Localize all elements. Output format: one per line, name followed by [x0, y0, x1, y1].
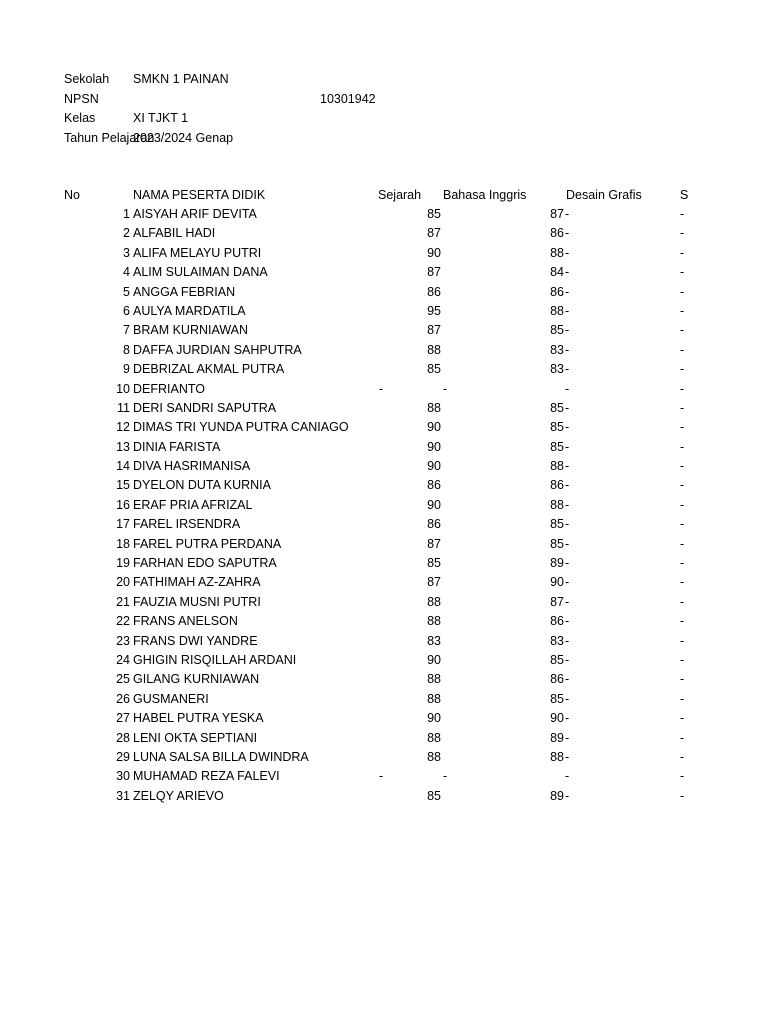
row-no: 6: [123, 303, 130, 318]
student-name: HABEL PUTRA YESKA: [133, 711, 264, 726]
bahasa-inggris-value: 88: [550, 245, 564, 260]
desain-grafis-value: -: [565, 594, 570, 609]
bahasa-inggris-value: 84: [550, 265, 564, 280]
s-value: -: [680, 459, 685, 474]
s-value: -: [680, 207, 685, 221]
s-value: -: [680, 342, 685, 357]
row-no: 20: [116, 575, 130, 590]
s-value: -: [680, 381, 685, 396]
sejarah-value: 88: [427, 672, 441, 687]
student-name: DEBRIZAL AKMAL PUTRA: [133, 362, 285, 377]
desain-grafis-value: -: [565, 323, 570, 338]
desain-grafis-value: -: [565, 691, 570, 706]
table-row: [0, 691, 768, 710]
row-no: 14: [116, 459, 130, 474]
student-name: ALIFA MELAYU PUTRI: [133, 245, 262, 260]
sekolah-value: SMKN 1 PAINAN: [133, 72, 229, 86]
student-name: DINIA FARISTA: [133, 439, 221, 454]
header-sejarah: Sejarah: [378, 188, 422, 202]
table-row: [0, 400, 768, 419]
s-value: -: [680, 439, 685, 454]
table-row: [0, 516, 768, 535]
table-row: [0, 342, 768, 361]
table-row: [0, 652, 768, 671]
row-no: 12: [116, 420, 130, 435]
s-value: -: [680, 323, 685, 338]
row-no: 13: [116, 439, 130, 454]
sejarah-value: 85: [427, 362, 441, 377]
row-no: 5: [123, 284, 130, 299]
desain-grafis-value: -: [565, 439, 570, 454]
bahasa-inggris-value: -: [443, 381, 448, 396]
s-value: -: [680, 614, 685, 629]
header-nama: NAMA PESERTA DIDIK: [133, 188, 266, 202]
bahasa-inggris-value: 87: [550, 207, 564, 221]
bahasa-inggris-value: 85: [550, 691, 564, 706]
desain-grafis-value: -: [565, 749, 570, 764]
row-no: 7: [123, 323, 130, 338]
table-row: [0, 555, 768, 574]
npsn-value: 10301942: [320, 92, 376, 106]
sejarah-value: 90: [427, 497, 441, 512]
tahun-pelajaran-label: Tahun Pelajaran: [64, 131, 155, 145]
sekolah-label: Sekolah: [64, 72, 110, 86]
s-value: -: [680, 497, 685, 512]
student-name: FAREL PUTRA PERDANA: [133, 536, 282, 551]
bahasa-inggris-value: 85: [550, 652, 564, 667]
row-no: 15: [116, 478, 130, 493]
sejarah-value: 88: [427, 749, 441, 764]
student-name: ERAF PRIA AFRIZAL: [133, 497, 253, 512]
row-no: 19: [116, 556, 130, 571]
table-row: [0, 225, 768, 244]
desain-grafis-value: -: [565, 672, 570, 687]
table-row: [0, 284, 768, 303]
s-value: -: [680, 420, 685, 435]
s-value: -: [680, 400, 685, 415]
sejarah-value: 90: [427, 652, 441, 667]
sejarah-value: 88: [427, 400, 441, 415]
table-row: [0, 206, 768, 225]
tahun-pelajaran-value: 2023/2024 Genap: [133, 131, 234, 145]
student-name: ANGGA FEBRIAN: [133, 284, 236, 299]
table-row: [0, 730, 768, 749]
desain-grafis-value: -: [565, 284, 570, 299]
student-name: MUHAMAD REZA FALEVI: [133, 769, 280, 784]
row-no: 8: [123, 342, 130, 357]
header-s: S: [680, 188, 689, 202]
s-value: -: [680, 265, 685, 280]
bahasa-inggris-value: -: [443, 769, 448, 784]
bahasa-inggris-value: 86: [550, 478, 564, 493]
sejarah-value: 85: [427, 556, 441, 571]
student-name: ALIM SULAIMAN DANA: [133, 265, 268, 280]
table-row: [0, 710, 768, 729]
student-name: LUNA SALSA BILLA DWINDRA: [133, 749, 309, 764]
desain-grafis-value: -: [565, 342, 570, 357]
s-value: -: [680, 536, 685, 551]
s-value: -: [680, 303, 685, 318]
desain-grafis-value: -: [565, 614, 570, 629]
s-value: -: [680, 691, 685, 706]
bahasa-inggris-value: 85: [550, 536, 564, 551]
bahasa-inggris-value: 90: [550, 711, 564, 726]
table-row: [0, 574, 768, 593]
row-no: 18: [116, 536, 130, 551]
s-value: -: [680, 672, 685, 687]
s-value: -: [680, 594, 685, 609]
row-no: 22: [116, 614, 130, 629]
desain-grafis-value: -: [565, 769, 570, 784]
bahasa-inggris-value: 88: [550, 497, 564, 512]
s-value: -: [680, 226, 685, 241]
table-row: [0, 768, 768, 787]
sejarah-value: 88: [427, 342, 441, 357]
sejarah-value: 87: [427, 323, 441, 338]
student-name: BRAM KURNIAWAN: [133, 323, 249, 338]
sejarah-value: 85: [427, 788, 441, 803]
header-desain-grafis: Desain Grafis: [566, 188, 642, 202]
sejarah-value: 90: [427, 439, 441, 454]
row-no: 1: [123, 207, 130, 221]
student-name: FAREL IRSENDRA: [133, 517, 241, 532]
s-value: -: [680, 769, 685, 784]
sejarah-value: 87: [427, 536, 441, 551]
sejarah-value: 87: [427, 226, 441, 241]
sejarah-value: 87: [427, 575, 441, 590]
bahasa-inggris-value: 90: [550, 575, 564, 590]
sejarah-value: -: [379, 769, 384, 784]
sejarah-value: 86: [427, 478, 441, 493]
bahasa-inggris-value: 85: [550, 439, 564, 454]
student-name: GHIGIN RISQILLAH ARDANI: [133, 652, 297, 667]
desain-grafis-value: -: [565, 226, 570, 241]
sejarah-value: 86: [427, 517, 441, 532]
s-value: -: [680, 575, 685, 590]
student-name: DEFRIANTO: [133, 381, 205, 396]
sejarah-value: 88: [427, 730, 441, 745]
desain-grafis-value: -: [565, 711, 570, 726]
sejarah-value: -: [379, 381, 384, 396]
student-name: FATHIMAH AZ-ZAHRA: [133, 575, 261, 590]
s-value: -: [680, 633, 685, 648]
desain-grafis-value: -: [565, 478, 570, 493]
row-no: 24: [116, 652, 130, 667]
bahasa-inggris-value: 89: [550, 556, 564, 571]
desain-grafis-value: -: [565, 420, 570, 435]
row-no: 30: [116, 769, 130, 784]
kelas-label: Kelas: [64, 111, 96, 125]
desain-grafis-value: -: [565, 303, 570, 318]
bahasa-inggris-value: 85: [550, 323, 564, 338]
bahasa-inggris-value: 88: [550, 303, 564, 318]
table-row: [0, 536, 768, 555]
student-name: FARHAN EDO SAPUTRA: [133, 556, 277, 571]
row-no: 26: [116, 691, 130, 706]
student-table-body: [0, 206, 768, 807]
s-value: -: [680, 652, 685, 667]
student-name: DIMAS TRI YUNDA PUTRA CANIAGO: [133, 420, 349, 435]
desain-grafis-value: -: [565, 245, 570, 260]
student-name: FRANS ANELSON: [133, 614, 238, 629]
student-name: DYELON DUTA KURNIA: [133, 478, 271, 493]
desain-grafis-value: -: [565, 575, 570, 590]
s-value: -: [680, 711, 685, 726]
desain-grafis-value: -: [565, 652, 570, 667]
student-name: FRANS DWI YANDRE: [133, 633, 258, 648]
row-no: 27: [116, 711, 130, 726]
student-name: ALFABIL HADI: [133, 226, 216, 241]
row-no: 25: [116, 672, 130, 687]
desain-grafis-value: -: [565, 400, 570, 415]
table-row: [0, 458, 768, 477]
student-name: FAUZIA MUSNI PUTRI: [133, 594, 261, 609]
bahasa-inggris-value: 83: [550, 342, 564, 357]
header-bahasa-inggris: Bahasa Inggris: [443, 188, 527, 202]
bahasa-inggris-value: 87: [550, 594, 564, 609]
s-value: -: [680, 556, 685, 571]
row-no: 17: [116, 517, 130, 532]
sejarah-value: 85: [427, 207, 441, 221]
bahasa-inggris-value: 83: [550, 633, 564, 648]
table-row: [0, 322, 768, 341]
table-row: [0, 303, 768, 322]
s-value: -: [680, 517, 685, 532]
s-value: -: [680, 245, 685, 260]
table-row: [0, 439, 768, 458]
desain-grafis-value: -: [565, 633, 570, 648]
sejarah-value: 90: [427, 245, 441, 260]
bahasa-inggris-value: 86: [550, 614, 564, 629]
s-value: -: [680, 362, 685, 377]
sejarah-value: 90: [427, 711, 441, 726]
row-no: 21: [116, 594, 130, 609]
desain-grafis-value: -: [565, 381, 570, 396]
student-name: AULYA MARDATILA: [133, 303, 246, 318]
bahasa-inggris-value: 89: [550, 730, 564, 745]
student-name: GILANG KURNIAWAN: [133, 672, 260, 687]
row-no: 16: [116, 497, 130, 512]
bahasa-inggris-value: 88: [550, 459, 564, 474]
row-no: 3: [123, 245, 130, 260]
table-row: [0, 419, 768, 438]
desain-grafis-value: -: [565, 536, 570, 551]
desain-grafis-value: -: [565, 207, 570, 221]
table-row: [0, 497, 768, 516]
table-row: [0, 633, 768, 652]
sejarah-value: 88: [427, 614, 441, 629]
s-value: -: [680, 284, 685, 299]
table-row: [0, 264, 768, 283]
table-row: [0, 749, 768, 768]
student-name: GUSMANERI: [133, 691, 209, 706]
s-value: -: [680, 478, 685, 493]
row-no: 9: [123, 362, 130, 377]
sejarah-value: 88: [427, 594, 441, 609]
header-no: No: [64, 188, 80, 202]
table-row: [0, 671, 768, 690]
table-row: [0, 245, 768, 264]
bahasa-inggris-value: 83: [550, 362, 564, 377]
s-value: -: [680, 788, 685, 803]
npsn-label: NPSN: [64, 92, 99, 106]
bahasa-inggris-value: 85: [550, 400, 564, 415]
table-row: [0, 613, 768, 632]
desain-grafis-value: -: [565, 556, 570, 571]
sejarah-value: 90: [427, 420, 441, 435]
table-row: [0, 594, 768, 613]
table-row: [0, 477, 768, 496]
student-name: AISYAH ARIF DEVITA: [133, 207, 257, 221]
desain-grafis-value: -: [565, 459, 570, 474]
table-row: [0, 788, 768, 807]
row-no: 31: [116, 788, 130, 803]
desain-grafis-value: -: [565, 362, 570, 377]
kelas-value: XI TJKT 1: [133, 111, 189, 125]
bahasa-inggris-value: 86: [550, 226, 564, 241]
row-no: 2: [123, 226, 130, 241]
row-no: 29: [116, 749, 130, 764]
bahasa-inggris-value: 88: [550, 749, 564, 764]
row-no: 23: [116, 633, 130, 648]
bahasa-inggris-value: 86: [550, 284, 564, 299]
s-value: -: [680, 730, 685, 745]
desain-grafis-value: -: [565, 788, 570, 803]
row-no: 4: [123, 265, 130, 280]
table-row: [0, 361, 768, 380]
bahasa-inggris-value: 89: [550, 788, 564, 803]
desain-grafis-value: -: [565, 730, 570, 745]
sejarah-value: 83: [427, 633, 441, 648]
bahasa-inggris-value: 85: [550, 517, 564, 532]
sejarah-value: 86: [427, 284, 441, 299]
table-row: [0, 381, 768, 400]
student-name: DAFFA JURDIAN SAHPUTRA: [133, 342, 302, 357]
sejarah-value: 88: [427, 691, 441, 706]
student-name: DIVA HASRIMANISA: [133, 459, 251, 474]
student-name: DERI SANDRI SAPUTRA: [133, 400, 277, 415]
row-no: 11: [117, 400, 130, 415]
sejarah-value: 90: [427, 459, 441, 474]
sejarah-value: 95: [427, 303, 441, 318]
desain-grafis-value: -: [565, 497, 570, 512]
student-name: LENI OKTA SEPTIANI: [133, 730, 258, 745]
desain-grafis-value: -: [565, 265, 570, 280]
sejarah-value: 87: [427, 265, 441, 280]
row-no: 28: [116, 730, 130, 745]
row-no: 10: [116, 381, 130, 396]
bahasa-inggris-value: 86: [550, 672, 564, 687]
bahasa-inggris-value: 85: [550, 420, 564, 435]
student-name: ZELQY ARIEVO: [133, 788, 224, 803]
s-value: -: [680, 749, 685, 764]
desain-grafis-value: -: [565, 517, 570, 532]
